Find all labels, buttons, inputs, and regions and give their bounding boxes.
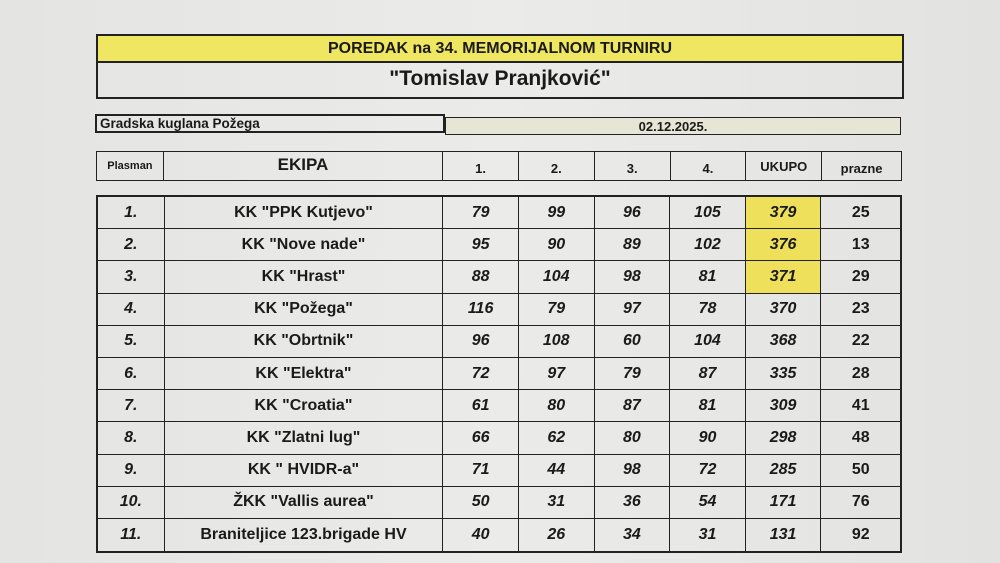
prazne-cell: 50 — [851, 461, 870, 479]
date-label: 02.12.2025. — [445, 117, 901, 135]
table-row — [98, 229, 900, 261]
prazne-cell: 13 — [851, 235, 870, 253]
standings-table — [96, 195, 902, 553]
total-cell: 376 — [746, 229, 822, 260]
game-1-cell: 95 — [443, 229, 519, 260]
tournament-subtitle: "Tomislav Pranjković" — [96, 61, 904, 99]
game-1-cell: 72 — [443, 358, 519, 389]
game-2-cell: 108 — [519, 326, 595, 357]
total-cell: 371 — [746, 261, 822, 292]
table-row — [98, 390, 900, 422]
game-3-cell: 36 — [595, 487, 671, 518]
prazne-cell: 29 — [851, 267, 870, 285]
total-cell: 309 — [746, 390, 822, 421]
game-3-cell: 80 — [595, 422, 671, 453]
prazne-cell: 22 — [851, 332, 870, 350]
game-1-cell: 66 — [443, 422, 519, 453]
team-cell: KK "PPK Kutjevo" — [165, 197, 444, 228]
game-4-cell: 102 — [670, 229, 746, 260]
team-cell: KK "Croatia" — [165, 390, 444, 421]
game-1-cell: 71 — [443, 455, 519, 486]
rank-cell: 7. — [98, 390, 165, 421]
header-prazne: prazne — [840, 161, 883, 176]
header-plasman: Plasman — [97, 152, 164, 180]
team-cell: Braniteljice 123.brigade HV — [165, 519, 444, 551]
table-row — [98, 261, 900, 293]
prazne-cell: 25 — [851, 203, 870, 221]
prazne-cell: 48 — [851, 428, 870, 446]
game-2-cell: 26 — [519, 519, 595, 551]
game-2-cell: 90 — [519, 229, 595, 260]
rank-cell: 6. — [98, 358, 165, 389]
game-4-cell: 78 — [670, 294, 746, 325]
prazne-cell: 76 — [851, 493, 870, 511]
rank-cell: 1. — [98, 197, 165, 228]
total-cell: 335 — [746, 358, 822, 389]
table-header — [96, 151, 902, 181]
total-cell: 285 — [746, 455, 822, 486]
total-cell: 171 — [746, 487, 822, 518]
team-cell: KK "Hrast" — [165, 261, 444, 292]
game-4-cell: 72 — [670, 455, 746, 486]
tournament-title: POREDAK na 34. MEMORIJALNOM TURNIRU — [96, 34, 904, 63]
game-1-cell: 88 — [443, 261, 519, 292]
team-cell: KK "Nove nade" — [165, 229, 444, 260]
game-4-cell: 87 — [670, 358, 746, 389]
team-cell: KK "Elektra" — [165, 358, 444, 389]
team-cell: ŽKK "Vallis aurea" — [165, 487, 444, 518]
rank-cell: 8. — [98, 422, 165, 453]
game-1-cell: 79 — [443, 197, 519, 228]
header-game-1: 1. — [443, 152, 519, 180]
table-row — [98, 326, 900, 358]
game-1-cell: 50 — [443, 487, 519, 518]
game-3-cell: 87 — [595, 390, 671, 421]
table-row — [98, 294, 900, 326]
game-2-cell: 99 — [519, 197, 595, 228]
game-3-cell: 98 — [595, 455, 671, 486]
game-1-cell: 40 — [443, 519, 519, 551]
game-4-cell: 104 — [670, 326, 746, 357]
game-2-cell: 44 — [519, 455, 595, 486]
game-2-cell: 31 — [519, 487, 595, 518]
total-cell: 379 — [746, 197, 822, 228]
prazne-cell: 23 — [851, 300, 870, 318]
header-ekipa: EKIPA — [164, 152, 443, 180]
table-row — [98, 422, 900, 454]
game-2-cell: 79 — [519, 294, 595, 325]
game-3-cell: 79 — [595, 358, 671, 389]
team-cell: KK " HVIDR-a" — [165, 455, 444, 486]
prazne-cell: 28 — [851, 364, 870, 382]
game-4-cell: 31 — [670, 519, 746, 551]
game-1-cell: 61 — [443, 390, 519, 421]
table-row — [98, 455, 900, 487]
header-game-2: 2. — [519, 152, 595, 180]
game-4-cell: 81 — [670, 390, 746, 421]
prazne-cell: 92 — [851, 525, 870, 543]
total-cell: 368 — [746, 326, 822, 357]
prazne-cell: 41 — [851, 396, 870, 414]
table-row — [98, 487, 900, 519]
game-4-cell: 54 — [670, 487, 746, 518]
team-cell: KK "Požega" — [165, 294, 444, 325]
table-row — [98, 358, 900, 390]
header-ukupo: UKUPO — [746, 152, 822, 180]
rank-cell: 11. — [98, 519, 165, 551]
game-4-cell: 81 — [670, 261, 746, 292]
game-2-cell: 80 — [519, 390, 595, 421]
game-2-cell: 97 — [519, 358, 595, 389]
game-4-cell: 90 — [670, 422, 746, 453]
header-game-4: 4. — [671, 152, 747, 180]
game-2-cell: 62 — [519, 422, 595, 453]
venue-label: Gradska kuglana Požega — [95, 114, 445, 133]
rank-cell: 4. — [98, 294, 165, 325]
total-cell: 370 — [746, 294, 822, 325]
total-cell: 131 — [746, 519, 822, 551]
rank-cell: 2. — [98, 229, 165, 260]
game-4-cell: 105 — [670, 197, 746, 228]
header-game-3: 3. — [595, 152, 671, 180]
team-cell: KK "Zlatni lug" — [165, 422, 444, 453]
rank-cell: 9. — [98, 455, 165, 486]
game-3-cell: 89 — [595, 229, 671, 260]
game-3-cell: 96 — [595, 197, 671, 228]
team-cell: KK "Obrtnik" — [165, 326, 444, 357]
total-cell: 298 — [746, 422, 822, 453]
game-3-cell: 98 — [595, 261, 671, 292]
game-3-cell: 60 — [595, 326, 671, 357]
game-2-cell: 104 — [519, 261, 595, 292]
table-row — [98, 519, 900, 551]
game-1-cell: 116 — [443, 294, 519, 325]
rank-cell: 5. — [98, 326, 165, 357]
table-row — [98, 197, 900, 229]
game-3-cell: 34 — [595, 519, 671, 551]
rank-cell: 10. — [98, 487, 165, 518]
rank-cell: 3. — [98, 261, 165, 292]
game-1-cell: 96 — [443, 326, 519, 357]
game-3-cell: 97 — [595, 294, 671, 325]
